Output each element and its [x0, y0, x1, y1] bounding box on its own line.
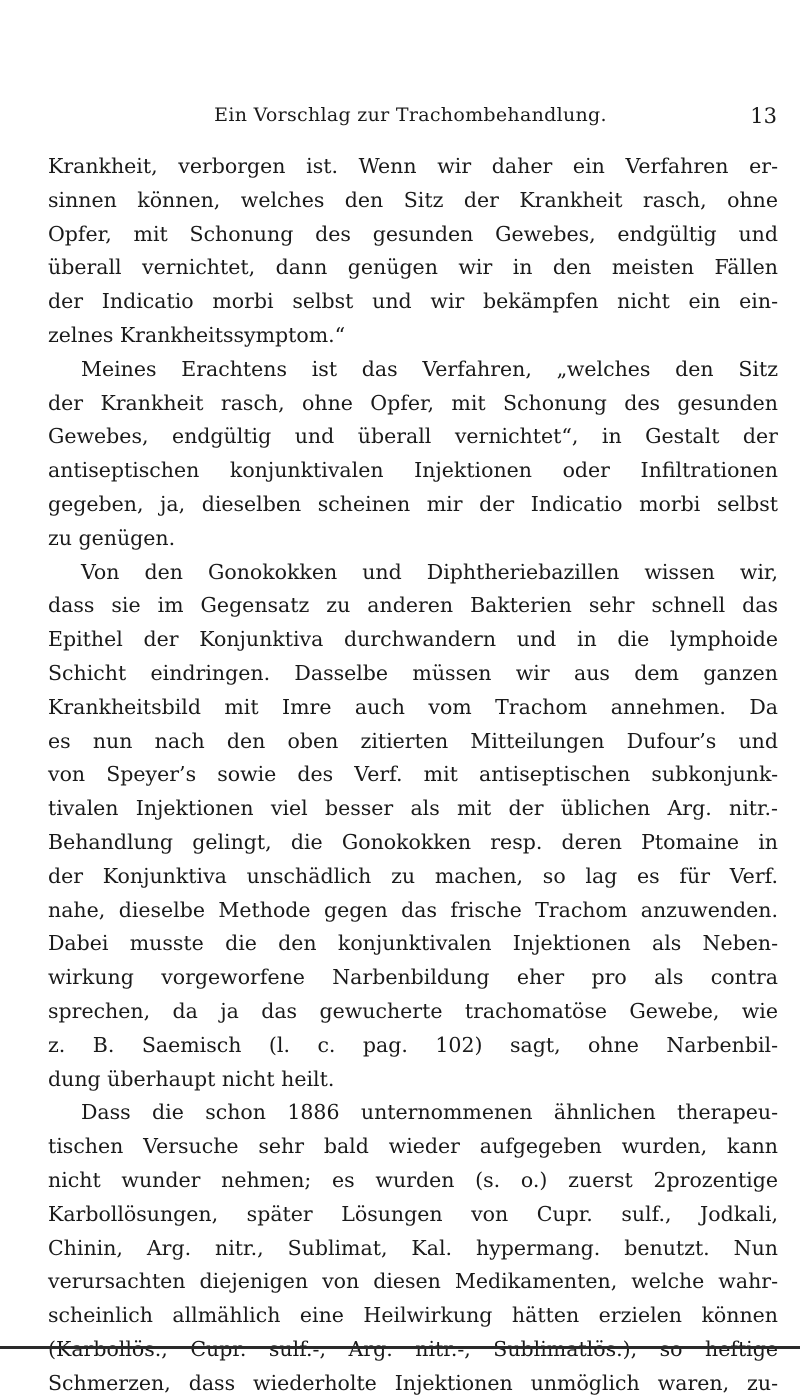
text-line: antiseptischen konjunktivalen Injektionen oder Infiltrationen — [48, 458, 778, 483]
text-line: tischen Versuche sehr bald wieder aufgegeben wurden, kann — [48, 1134, 778, 1159]
text-line: scheinlich allmählich eine Heilwirkung hätten erzielen können — [48, 1303, 778, 1328]
text-line: Epithel der Konjunktiva durchwandern und in die lymphoide — [48, 627, 778, 652]
text-line: der Krankheit rasch, ohne Opfer, mit Schonung des gesunden — [48, 390, 778, 415]
text-line: Behandlung gelingt, die Gonokokken resp. deren Ptomaine in — [48, 829, 778, 854]
body-text — [48, 150, 778, 1400]
text-line: Krankheitsbild mit Imre auch vom Trachom annehmen. Da — [48, 694, 778, 719]
text-line: Krankheit, verborgen ist. Wenn wir daher ein Verfahren er- — [48, 154, 778, 178]
text-line: Von den Gonokokken und Diphtheriebazillen wissen wir, — [81, 559, 778, 584]
running-title: Ein Vorschlag zur Trachombehandlung. — [214, 104, 607, 126]
text-line: Karbollösungen, später Lösungen von Cupr. sulf., Jodkali, — [48, 1201, 778, 1226]
text-line: verursachten diejenigen von diesen Medikamenten, welche wahr- — [48, 1269, 778, 1294]
text-line: tivalen Injektionen viel besser als mit der üblichen Arg. nitr.- — [48, 796, 778, 821]
text-line: nahe, dieselbe Methode gegen das frische Trachom anzuwenden. — [48, 897, 778, 922]
text-line: Dabei musste die den konjunktivalen Injektionen als Neben- — [48, 931, 778, 956]
text-line: der Konjunktiva unschädlich zu machen, so lag es für Verf. — [48, 863, 778, 888]
text-line: Schmerzen, dass wiederholte Injektionen unmöglich waren, zu- — [48, 1370, 778, 1395]
text-line: dass sie im Gegensatz zu anderen Bakterien sehr schnell das — [48, 593, 778, 618]
text-line: wirkung vorgeworfene Narbenbildung eher pro als contra — [48, 965, 778, 990]
text-line: es nun nach den oben zitierten Mitteilungen Dufour’s und — [48, 728, 778, 753]
running-head — [44, 104, 777, 134]
text-line: Schicht eindringen. Dasselbe müssen wir aus dem ganzen — [48, 660, 778, 685]
text-line: Opfer, mit Schonung des gesunden Gewebes, endgültig und — [48, 221, 778, 246]
text-line: dung überhaupt nicht heilt. — [48, 1066, 335, 1091]
text-line: überall vernichtet, dann genügen wir in den meisten Fällen — [48, 255, 778, 280]
page-number: 13 — [750, 104, 777, 128]
text-line: nicht wunder nehmen; es wurden (s. o.) zuerst 2prozentige — [48, 1167, 778, 1192]
text-line: von Speyer’s sowie des Verf. mit antiseptischen subkonjunk- — [48, 762, 778, 787]
text-line: Meines Erachtens ist das Verfahren, „welches den Sitz — [81, 356, 778, 381]
text-line: Dass die schon 1886 unternommenen ähnlichen therapeu- — [81, 1100, 778, 1125]
text-line: z. B. Saemisch (l. c. pag. 102) sagt, ohne Narbenbil- — [48, 1032, 778, 1057]
text-line: Gewebes, endgültig und überall vernichtet“, in Gestalt der — [48, 424, 778, 449]
text-line: sprechen, da ja das gewucherte trachomatöse Gewebe, wie — [48, 998, 778, 1023]
text-line: zu genügen. — [48, 525, 176, 550]
text-line: Chinin, Arg. nitr., Sublimat, Kal. hypermang. benutzt. Nun — [48, 1235, 778, 1260]
page-edge-rule — [0, 1346, 800, 1349]
text-line: zelnes Krankheitssymptom.“ — [48, 322, 346, 347]
text-line — [48, 1333, 778, 1367]
text-line: gegeben, ja, dieselben scheinen mir der Indicatio morbi selbst — [48, 491, 778, 516]
text-line: sinnen können, welches den Sitz der Krankheit rasch, ohne — [48, 187, 778, 212]
text-line: der Indicatio morbi selbst und wir bekämpfen nicht ein ein- — [48, 289, 778, 314]
